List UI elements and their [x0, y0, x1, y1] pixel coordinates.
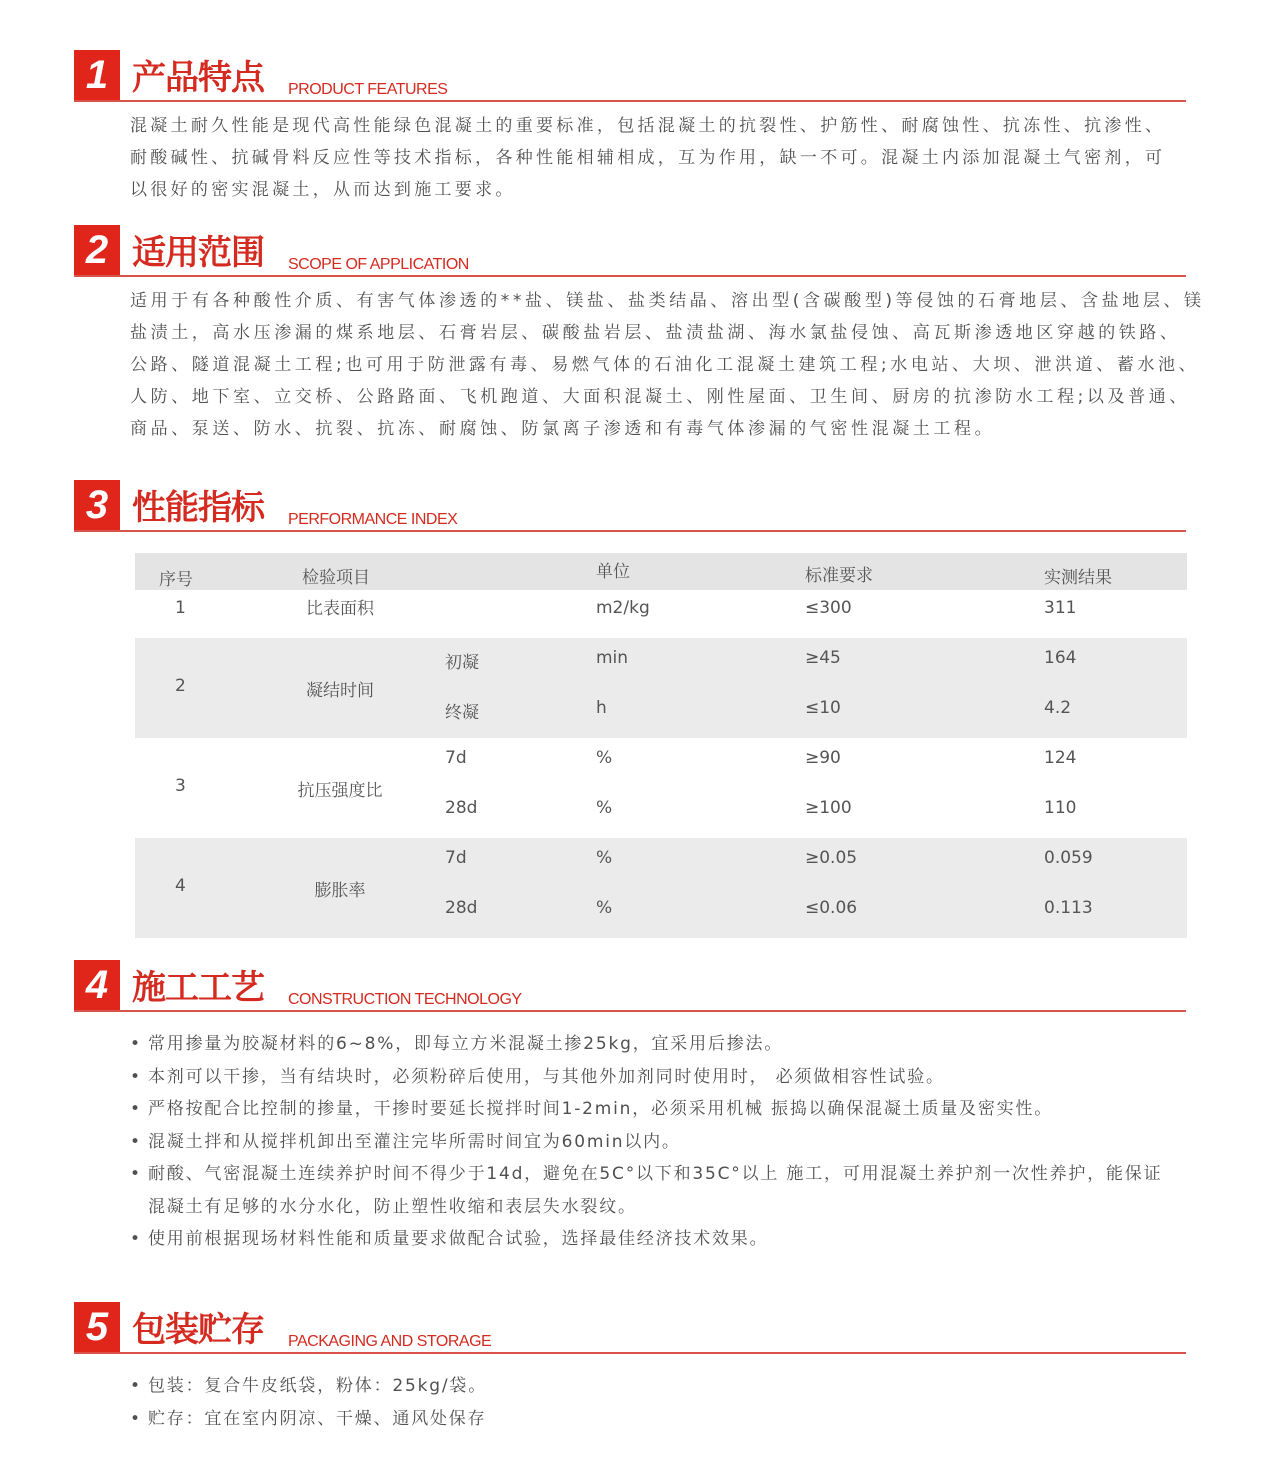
- row-number: 4: [175, 876, 186, 896]
- row-standard: ≥100: [805, 798, 852, 818]
- row-standard: ≥45: [805, 648, 841, 668]
- list-item-line: • 常用掺量为胶凝材料的6~8%，即每立方米混凝土掺25kg，宜采用后掺法。: [148, 1034, 784, 1054]
- table-header-cell: 单位: [596, 562, 630, 582]
- table-header-cell: 序号: [159, 570, 193, 590]
- section-title: 施工工艺: [132, 968, 264, 1008]
- list-item-line: 混凝土有足够的水分水化，防止塑性收缩和表层失水裂纹。: [148, 1196, 637, 1217]
- section-english-title: CONSTRUCTION TECHNOLOGY: [288, 991, 522, 1008]
- section-english-title: SCOPE OF APPLICATION: [288, 256, 469, 273]
- list-item-line: • 混凝土拌和从搅拌机卸出至灌注完毕所需时间宜为60min以内。: [148, 1131, 681, 1152]
- bullet-list: [130, 1370, 487, 1435]
- list-item-line: • 包装：复合牛皮纸袋，粉体：25kg/袋。: [148, 1376, 487, 1396]
- row-unit: %: [596, 748, 613, 768]
- paragraph-line: 盐渍土，高水压渗漏的煤系地层、石膏岩层、碳酸盐岩层、盐渍盐湖、海水氯盐侵蚀、高瓦斯渗透地区穿越的铁路、: [130, 323, 1181, 343]
- row-standard: ≤10: [805, 698, 841, 718]
- row-number: 2: [175, 676, 186, 696]
- row-result: 4.2: [1044, 698, 1072, 718]
- row-standard: ≥90: [805, 748, 841, 768]
- row-unit: %: [596, 898, 613, 918]
- row-subitem: 28d: [445, 798, 478, 818]
- paragraph-line: 耐酸碱性、抗碱骨料反应性等技术指标，各种性能相辅相成，互为作用，缺一不可。混凝土内添加混凝土气密剂，可: [130, 148, 1166, 168]
- section-header: [74, 960, 1186, 1012]
- section-paragraph: [130, 110, 1165, 206]
- section-header: [74, 480, 1186, 532]
- list-item: [130, 1223, 1162, 1256]
- list-item: [130, 1158, 1162, 1223]
- list-item: [130, 1061, 1162, 1094]
- paragraph-line: 以很好的密实混凝土，从而达到施工要求。: [130, 180, 516, 200]
- section-number-badge: 3: [74, 480, 120, 530]
- paragraph-line: 适用于有各种酸性介质、有害气体渗透的**盐、镁盐、盐类结晶、溶出型(含碳酸型)等侵蚀的石膏地层、含盐地层、镁: [130, 291, 1205, 311]
- list-item: [130, 1370, 487, 1403]
- section-english-title: PACKAGING AND STORAGE: [288, 1333, 492, 1350]
- row-result: 0.059: [1044, 848, 1093, 868]
- row-result: 164: [1044, 648, 1077, 668]
- row-item: 比表面积: [306, 599, 374, 619]
- row-item: 抗压强度比: [297, 781, 383, 801]
- bullet-list: [130, 1028, 1162, 1256]
- row-subitem: 7d: [445, 848, 467, 868]
- row-unit: h: [596, 698, 607, 718]
- list-item-line: • 贮存：宜在室内阴凉、干燥、通风处保存: [148, 1408, 487, 1429]
- list-item-line: • 使用前根据现场材料性能和质量要求做配合试验，选择最佳经济技术效果。: [148, 1229, 769, 1249]
- row-subitem: 初凝: [445, 653, 479, 673]
- section-header: [74, 50, 1186, 102]
- row-standard: ≤300: [805, 598, 852, 618]
- row-standard: ≤0.06: [805, 898, 858, 918]
- row-subitem: 7d: [445, 748, 467, 768]
- table-header-row: [135, 553, 1187, 590]
- section-title: 产品特点: [132, 58, 264, 98]
- paragraph-line: 混凝土耐久性能是现代高性能绿色混凝土的重要标准，包括混凝土的抗裂性、护筋性、耐腐蚀性、抗冻性、抗渗性、: [130, 116, 1166, 136]
- row-number: 3: [175, 776, 186, 796]
- row-item: 膨胀率: [314, 881, 366, 901]
- section-number-badge: 2: [74, 225, 120, 275]
- table-row: [135, 638, 1187, 738]
- row-item: 凝结时间: [306, 681, 374, 701]
- table-header-cell: 实测结果: [1044, 568, 1112, 588]
- list-item: [130, 1028, 1162, 1061]
- section-title: 包装贮存: [132, 1310, 264, 1350]
- table-header-cell: 标准要求: [805, 566, 873, 586]
- row-unit: m2/kg: [596, 598, 650, 618]
- section-english-title: PRODUCT FEATURES: [288, 81, 448, 98]
- row-unit: %: [596, 798, 613, 818]
- row-unit: %: [596, 848, 613, 868]
- section-number-badge: 1: [74, 50, 120, 100]
- row-result: 124: [1044, 748, 1077, 768]
- performance-table: [135, 553, 1187, 938]
- row-result: 0.113: [1044, 898, 1093, 918]
- row-result: 110: [1044, 798, 1077, 818]
- list-item-line: • 本剂可以干掺，当有结块时，必须粉碎后使用，与其他外加剂同时使用时， 必须做相容性试验。: [148, 1066, 945, 1087]
- list-item: [130, 1126, 1162, 1159]
- list-item-line: • 耐酸、气密混凝土连续养护时间不得少于14d，避免在5C°以下和35C°以上 施工，可用混凝土养护剂一次性养护，能保证: [148, 1164, 1163, 1184]
- paragraph-line: 公路、隧道混凝土工程;也可用于防泄露有毒、易燃气体的石油化工混凝土建筑工程;水电站、大坝、泄洪道、蓄水池、: [130, 355, 1200, 375]
- row-subitem: 终凝: [445, 703, 479, 723]
- table-row: [135, 590, 1187, 638]
- section-english-title: PERFORMANCE INDEX: [288, 511, 458, 528]
- row-number: 1: [175, 598, 186, 618]
- list-item: [130, 1093, 1162, 1126]
- row-subitem: 28d: [445, 898, 478, 918]
- list-item-line: • 严格按配合比控制的掺量，干掺时要延长搅拌时间1-2min，必须采用机械 振捣以确保混凝土质量及密实性。: [148, 1099, 1054, 1119]
- row-unit: min: [596, 648, 629, 668]
- paragraph-line: 人防、地下室、立交桥、公路路面、飞机跑道、大面积混凝土、刚性屋面、卫生间、厨房的抗渗防水工程;以及普通、: [130, 387, 1190, 407]
- section-title: 性能指标: [132, 488, 264, 528]
- section-title: 适用范围: [132, 233, 264, 273]
- section-paragraph: [130, 285, 1205, 445]
- row-result: 311: [1044, 598, 1077, 618]
- section-header: [74, 225, 1186, 277]
- section-number-badge: 4: [74, 960, 120, 1010]
- paragraph-line: 商品、泵送、防水、抗裂、抗冻、耐腐蚀、防氯离子渗透和有毒气体渗漏的气密性混凝土工程。: [130, 419, 996, 439]
- section-number-badge: 5: [74, 1302, 120, 1352]
- table-row: [135, 838, 1187, 938]
- row-standard: ≥0.05: [805, 848, 858, 868]
- section-header: [74, 1302, 1186, 1354]
- table-row: [135, 738, 1187, 838]
- table-header-cell: 检验项目: [302, 568, 370, 588]
- list-item: [130, 1403, 487, 1436]
